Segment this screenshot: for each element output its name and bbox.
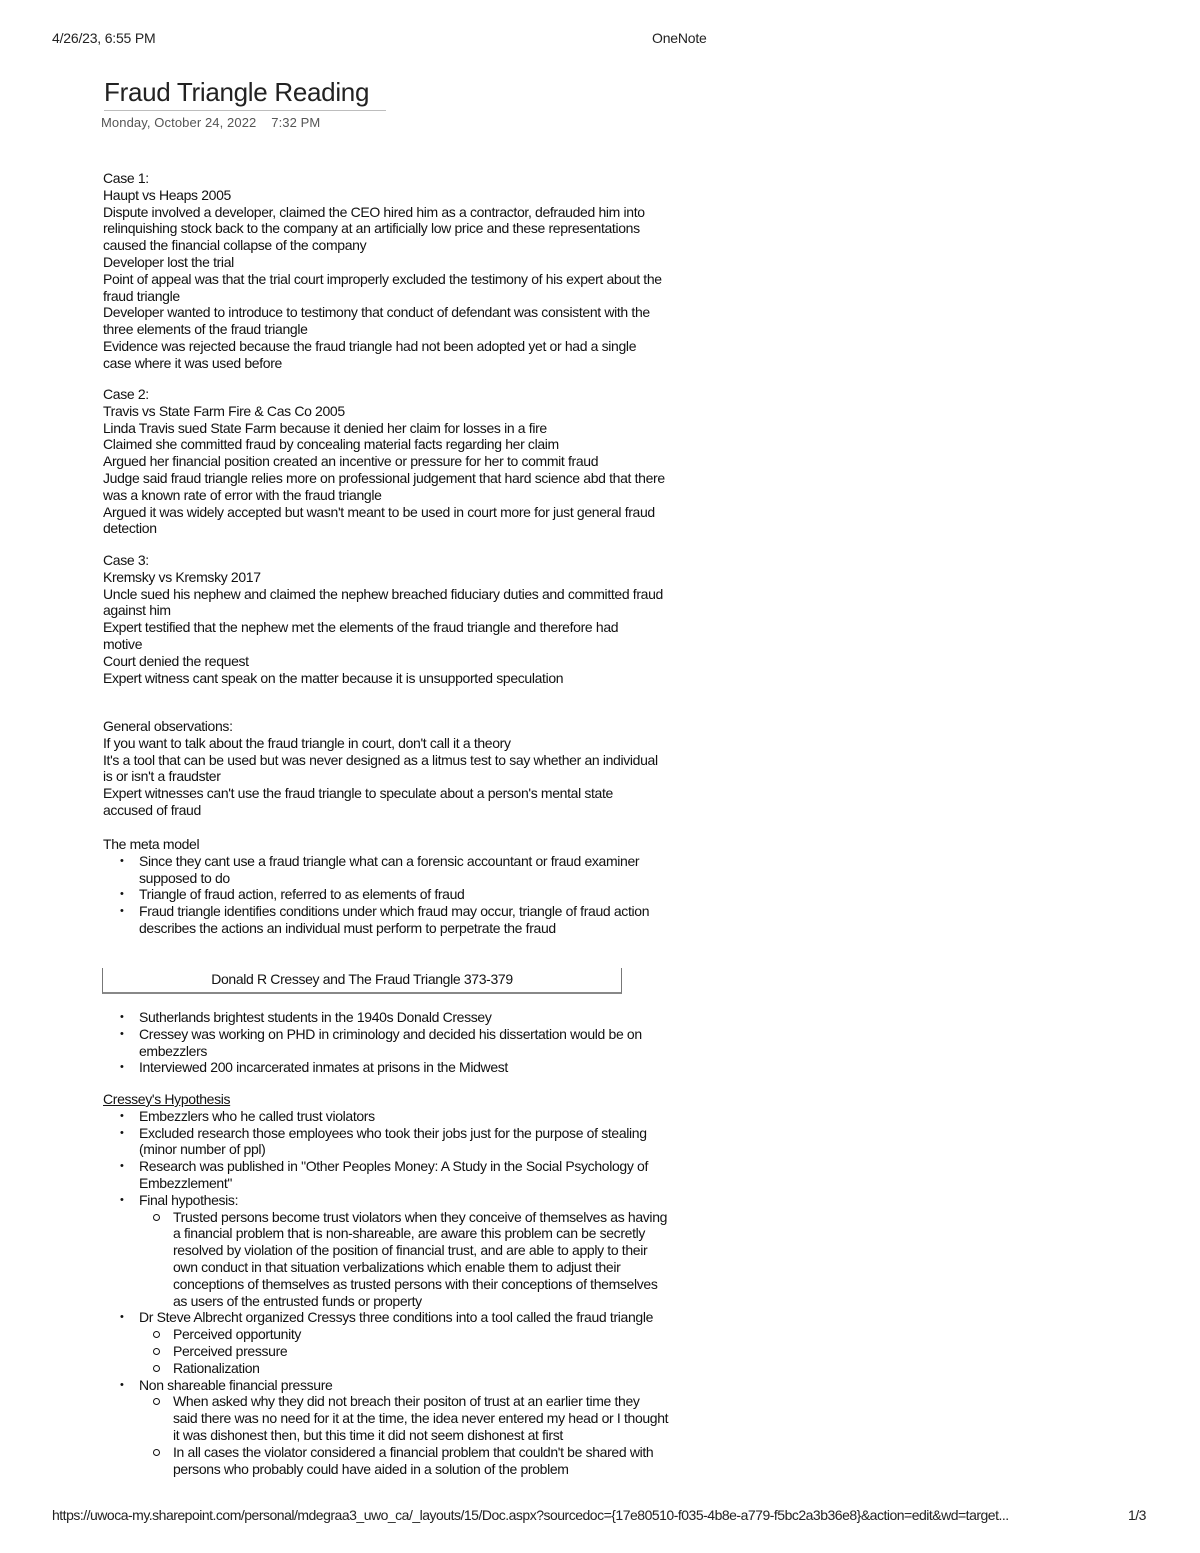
note-line: caused the financial collapse of the company [103, 237, 367, 254]
note-line: three elements of the fraud triangle [103, 321, 308, 338]
sutherland-list [103, 1009, 715, 1076]
note-line: accused of fraud [103, 801, 201, 818]
case-1-notes [103, 170, 715, 372]
meta-model-heading: The meta model [103, 836, 200, 852]
cressey-hypothesis-list [103, 1108, 715, 1478]
bullet-text-line: • Final hypothesis: [139, 1191, 239, 1208]
meta-model-section [103, 836, 715, 937]
note-line: Claimed she committed fraud by concealing material facts regarding her claim [103, 436, 559, 453]
bullet-text-line: Perceived pressure [173, 1342, 288, 1359]
note-line: against him [103, 602, 171, 619]
note-line: It's a tool that can be used but was never designed as a litmus test to say whether an individual [103, 751, 658, 768]
note-line: Court denied the request [103, 652, 249, 669]
note-line: Haupt vs Heaps 2005 [103, 186, 231, 203]
bullet-text-line: • Cressey was working on PHD in criminology and decided his dissertation would be on [139, 1025, 642, 1042]
bullet-text-line: as users of the entrusted funds or property [173, 1292, 422, 1309]
bullet-text-line: resolved by violation of the position of financial trust, and are able to apply to their [173, 1242, 648, 1259]
cressey-hypothesis-section [103, 1091, 715, 1477]
print-header-datetime: 4/26/23, 6:55 PM [52, 30, 156, 46]
bullet-item [139, 886, 715, 903]
bullet-text-line: • Since they cant use a fraud triangle what can a forensic accountant or fraud examiner [139, 852, 640, 869]
cressey-section-heading-box [102, 968, 622, 994]
note-line: Developer wanted to introduce to testimony that conduct of defendant was consistent with the [103, 304, 650, 321]
sub-bullet-list [139, 1326, 715, 1376]
note-line: Developer lost the trial [103, 253, 234, 270]
note-line: is or isn't a fraudster [103, 768, 221, 785]
print-header-app-name: OneNote [652, 30, 707, 46]
print-footer-page-number: 1/3 [1128, 1507, 1146, 1523]
page-date: Monday, October 24, 2022 [101, 115, 257, 130]
note-line: Linda Travis sued State Farm because it denied her claim for losses in a fire [103, 419, 547, 436]
note-line: Argued it was widely accepted but wasn't meant to be used in court more for just general fraud [103, 503, 655, 520]
bullet-text-line: said there was no need for it at the time, the idea never entered my head or I thought [173, 1410, 669, 1427]
note-line: Case 3: [103, 552, 149, 568]
cressey-section-heading: Donald R Cressey and The Fraud Triangle 373-379 [211, 971, 513, 987]
note-line: Case 1: [103, 170, 149, 186]
bullet-text-line: a financial problem that is non-shareable, are aware this problem can be secretly [173, 1225, 646, 1242]
page-title: Fraud Triangle Reading [104, 77, 386, 111]
note-line: case where it was used before [103, 354, 282, 371]
case-2-notes [103, 386, 715, 537]
note-line: If you want to talk about the fraud triangle in court, don't call it a theory [103, 734, 511, 751]
bullet-item [139, 1009, 715, 1026]
note-line: fraud triangle [103, 287, 180, 304]
sub-bullet-list [139, 1393, 715, 1477]
general-observations-notes [103, 718, 715, 819]
note-line: Travis vs State Farm Fire & Cas Co 2005 [103, 402, 345, 419]
bullet-text-line: • Dr Steve Albrecht organized Cressys three conditions into a tool called the fraud triangle [139, 1309, 654, 1326]
note-line: was a known rate of error with the fraud triangle [103, 486, 382, 503]
bullet-item [139, 1192, 715, 1310]
bullet-text-line: Perceived opportunity [173, 1326, 302, 1343]
bullet-text-line: persons who probably could have aided in a solution of the problem [173, 1460, 569, 1477]
note-line: Point of appeal was that the trial court improperly excluded the testimony of his expert about the [103, 270, 662, 287]
note-line: Evidence was rejected because the fraud triangle had not been adopted yet or had a single [103, 337, 637, 354]
bullet-item [139, 1026, 715, 1060]
bullet-item [139, 1377, 715, 1478]
bullet-item [139, 853, 715, 887]
sub-bullet-item [173, 1444, 715, 1478]
note-line: Kremsky vs Kremsky 2017 [103, 568, 261, 585]
bullet-text-line: Embezzlement" [139, 1174, 233, 1191]
bullet-text-line: own conduct in that situation verbalizations which enable them to adjust their [173, 1258, 621, 1275]
sutherland-section [103, 1009, 715, 1076]
note-line: Judge said fraud triangle relies more on professional judgement that hard science abd that there [103, 469, 665, 486]
note-line: motive [103, 635, 143, 652]
bullet-text-line: • Research was published in "Other Peoples Money: A Study in the Social Psychology of [139, 1158, 649, 1175]
bullet-text-line: supposed to do [139, 869, 230, 886]
page-time: 7:32 PM [271, 115, 321, 130]
bullet-text-line: Trusted persons become trust violators when they conceive of themselves as having [173, 1208, 668, 1225]
bullet-item [139, 1059, 715, 1076]
bullet-text-line: • Excluded research those employees who took their jobs just for the purpose of stealing [139, 1124, 647, 1141]
note-line: Case 2: [103, 386, 149, 402]
bullet-text-line: conceptions of themselves as trusted persons with their conceptions of themselves [173, 1275, 658, 1292]
note-line: Dispute involved a developer, claimed the CEO hired him as a contractor, defrauded him into [103, 203, 645, 220]
page-created-date [101, 115, 320, 130]
bullet-text-line: When asked why they did not breach their positon of trust at an earlier time they [173, 1393, 640, 1410]
bullet-item [139, 1309, 715, 1376]
bullet-text-line: • Embezzlers who he called trust violators [139, 1107, 375, 1124]
sub-bullet-item [173, 1209, 715, 1310]
bullet-text-line: • Non shareable financial pressure [139, 1376, 333, 1393]
sub-bullet-item [173, 1393, 715, 1443]
cressey-hypothesis-heading: Cressey's Hypothesis [103, 1091, 231, 1107]
sub-bullet-list [139, 1209, 715, 1310]
bullet-item [139, 903, 715, 937]
note-line: detection [103, 520, 157, 537]
bullet-item [139, 1125, 715, 1159]
bullet-text-line: • Fraud triangle identifies conditions under which fraud may occur, triangle of fraud action [139, 903, 650, 920]
bullet-item [139, 1108, 715, 1125]
note-line: Expert testified that the nephew met the elements of the fraud triangle and therefore had [103, 619, 619, 636]
bullet-text-line: • Interviewed 200 incarcerated inmates at prisons in the Midwest [139, 1059, 508, 1076]
print-footer-url[interactable]: https://uwoca-my.sharepoint.com/personal/mdegraa3_uwo_ca/_layouts/15/Doc.aspx?sourcedoc={17e80510-f035-4b8e-a779-f5bc2a3b36e8}&action=edit&wd=target... [52, 1507, 1009, 1523]
note-line: Uncle sued his nephew and claimed the nephew breached fiduciary duties and committed fraud [103, 585, 663, 602]
note-line: Expert witness cant speak on the matter because it is unsupported speculation [103, 669, 564, 686]
bullet-text-line: (minor number of ppl) [139, 1141, 266, 1158]
bullet-text-line: Rationalization [173, 1359, 260, 1376]
bullet-text-line: • Triangle of fraud action, referred to as elements of fraud [139, 886, 465, 903]
note-line: relinquishing stock back to the company at an artificially low price and these representations [103, 220, 640, 237]
sub-bullet-item [173, 1360, 715, 1377]
note-line: Argued her financial position created an incentive or pressure for her to commit fraud [103, 453, 599, 470]
bullet-text-line: it was dishonest then, but this time it did not seem dishonest at first [173, 1426, 563, 1443]
bullet-text-line: • Sutherlands brightest students in the 1940s Donald Cressey [139, 1009, 492, 1025]
sub-bullet-item [173, 1326, 715, 1343]
sub-bullet-item [173, 1343, 715, 1360]
case-3-notes [103, 552, 715, 686]
bullet-text-line: embezzlers [139, 1042, 208, 1059]
note-line: General observations: [103, 718, 233, 734]
meta-model-list [103, 853, 715, 937]
bullet-text-line: describes the actions an individual must perform to perpetrate the fraud [139, 919, 556, 936]
bullet-item [139, 1158, 715, 1192]
bullet-text-line: In all cases the violator considered a financial problem that couldn't be shared with [173, 1443, 654, 1460]
note-line: Expert witnesses can't use the fraud triangle to speculate about a person's mental state [103, 785, 613, 802]
